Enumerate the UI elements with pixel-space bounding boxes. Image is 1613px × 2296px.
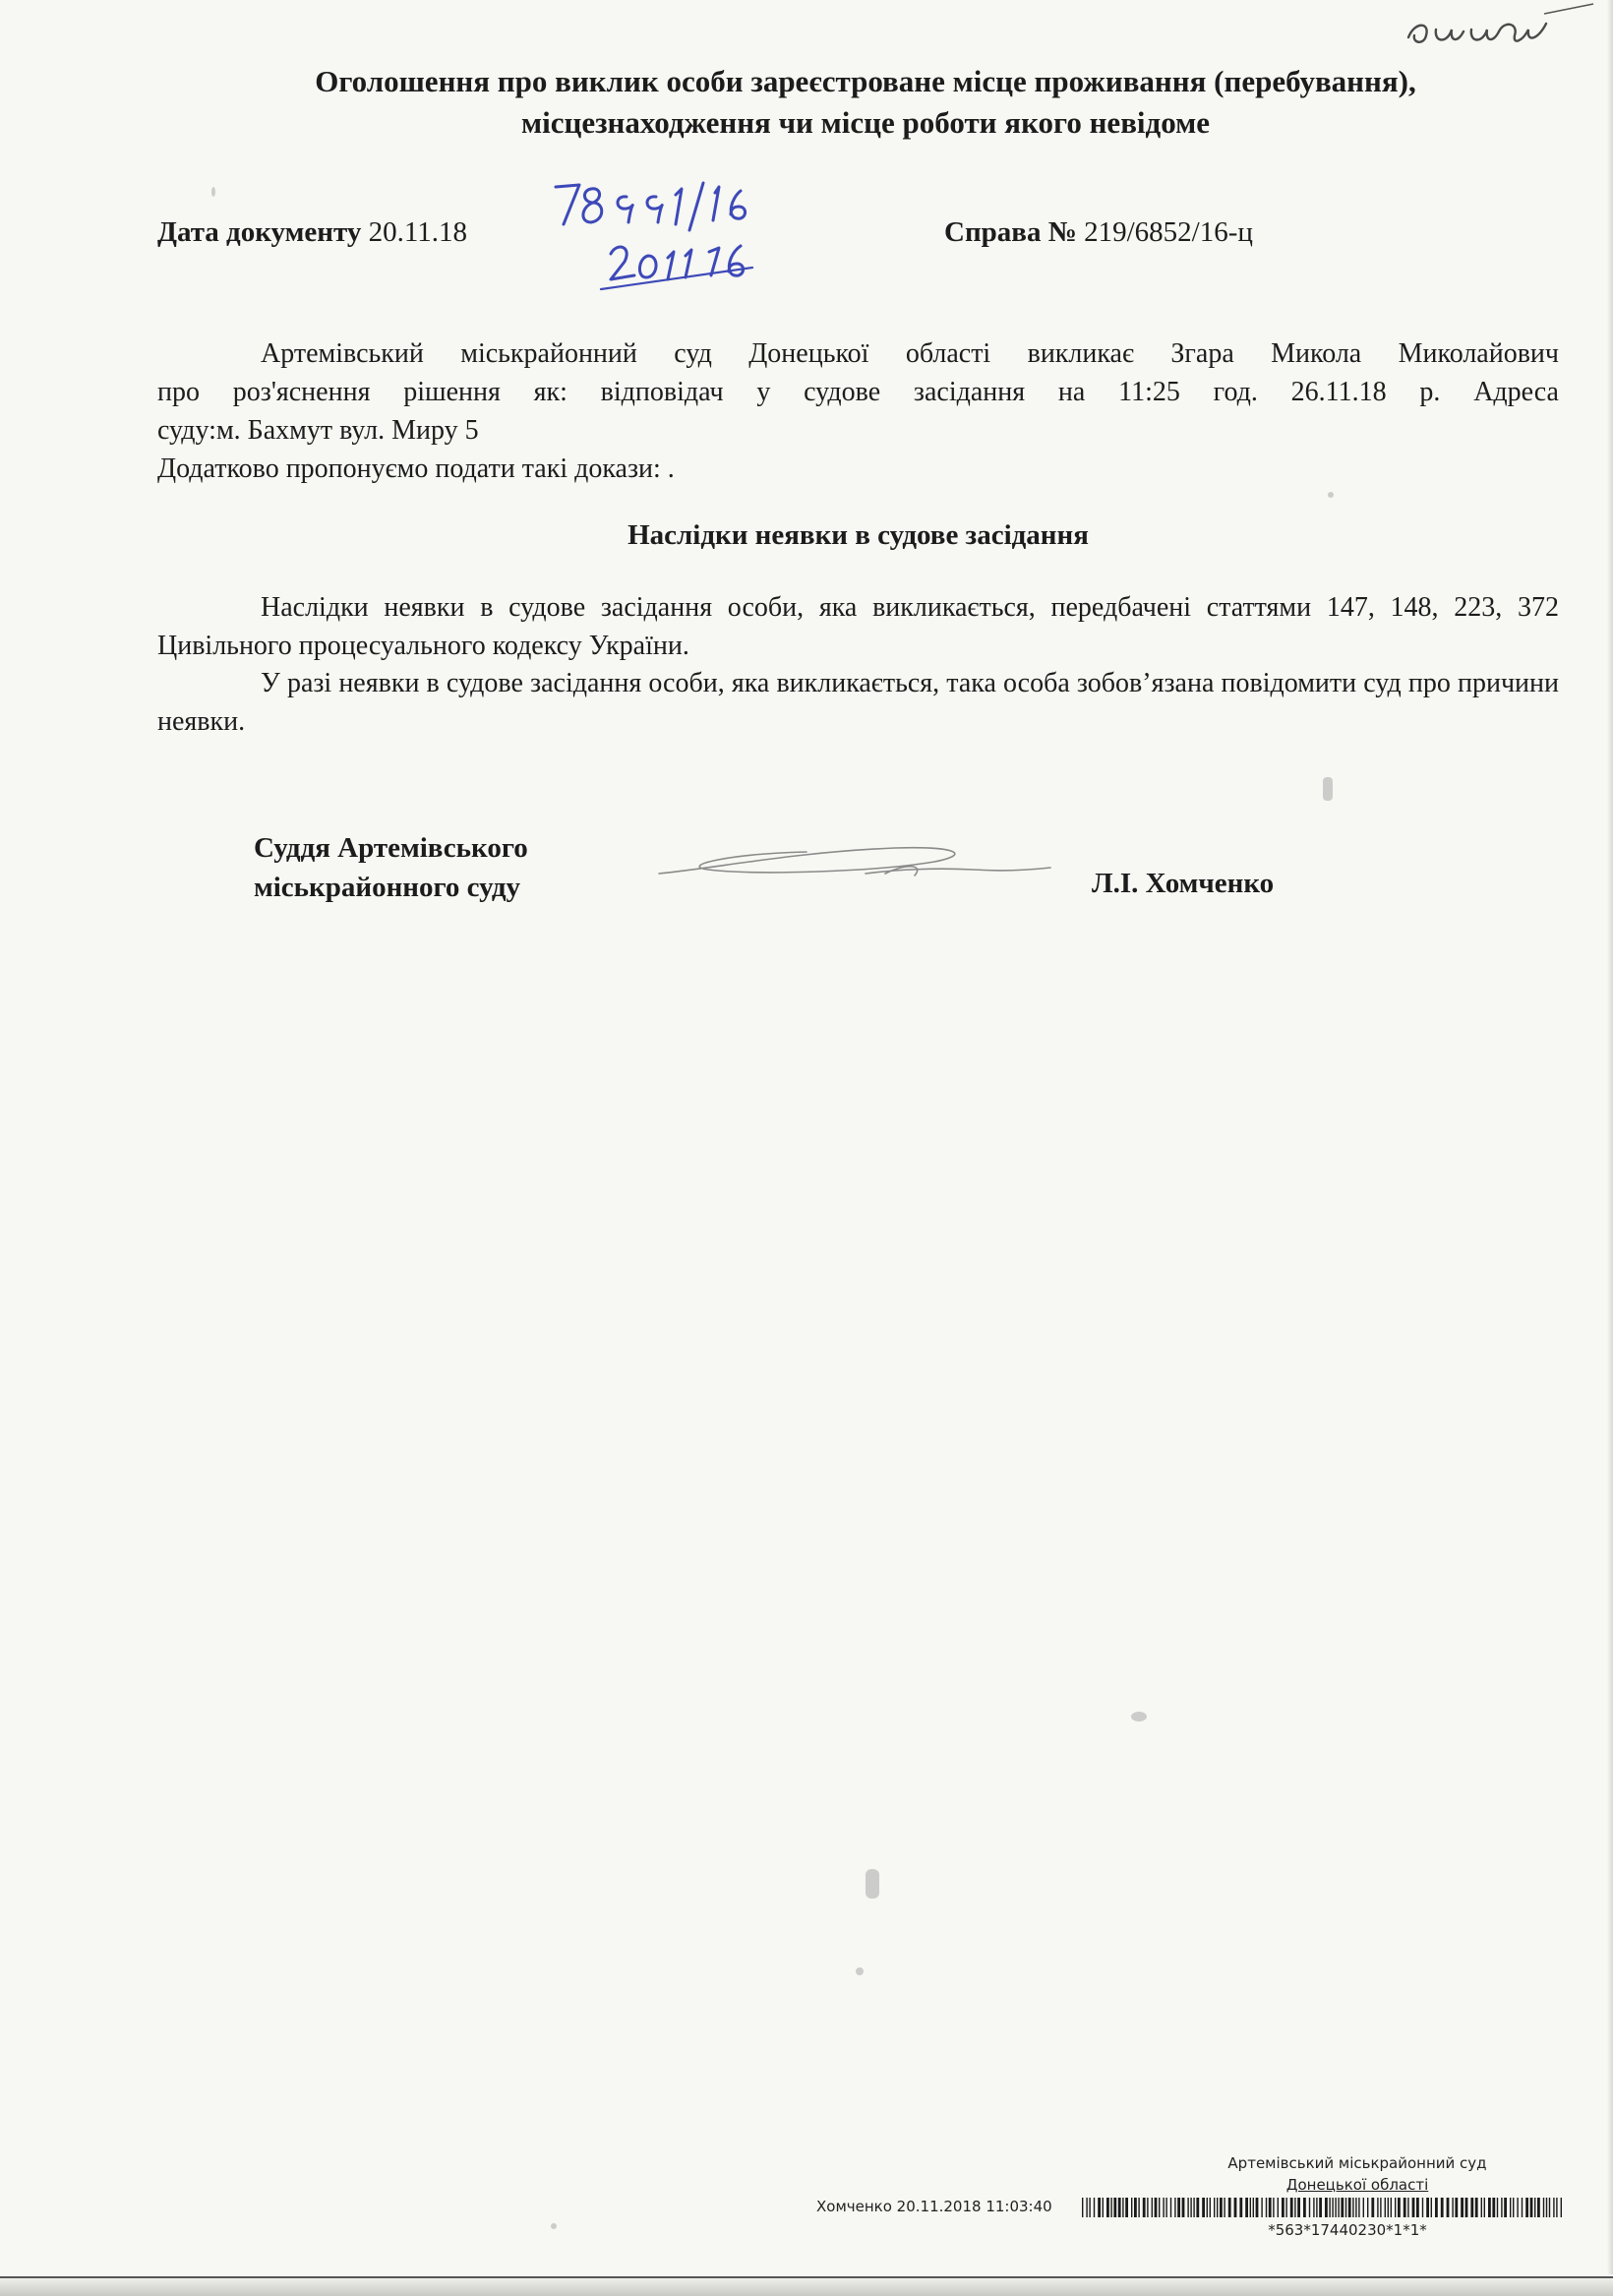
barcode-bar <box>1537 2198 1540 2217</box>
barcode-bar <box>1159 2198 1160 2217</box>
scan-speck <box>551 2223 557 2229</box>
barcode-bar <box>1214 2198 1215 2217</box>
barcode-bar <box>1441 2198 1444 2217</box>
document-title <box>157 61 1574 144</box>
barcode-bar <box>1367 2198 1368 2217</box>
barcode-bar <box>1470 2198 1473 2217</box>
judge-name: Л.І. Хомченко <box>1092 868 1275 899</box>
barcode-bar <box>1385 2198 1386 2217</box>
barcode-bar <box>1484 2198 1485 2217</box>
barcode-bar <box>1371 2198 1374 2217</box>
barcode-bar <box>1125 2198 1128 2217</box>
barcode-bar <box>1352 2198 1353 2217</box>
barcode-bar <box>1131 2198 1132 2217</box>
scan-speck <box>866 1869 879 1899</box>
barcode-bar <box>1325 2198 1328 2217</box>
barcode-bar <box>1481 2198 1482 2217</box>
case-label: Справа № <box>944 216 1077 248</box>
barcode-bar <box>1163 2198 1164 2217</box>
barcode-bar <box>1341 2198 1344 2217</box>
date-label: Дата документу <box>157 216 362 248</box>
barcode-bar <box>1250 2198 1251 2217</box>
barcode-bar <box>1170 2198 1171 2217</box>
consequences-paragraph-1: Наслідки неявки в судове засідання особи, яка викликається, передбачені статтями 147, 148, 223, 372 Цивільного процесуального кодексу України. <box>157 592 1559 661</box>
barcode-bar <box>1412 2198 1415 2217</box>
barcode-bar <box>1266 2198 1267 2217</box>
scan-edge-right <box>1607 0 1613 2296</box>
barcode-bar <box>1426 2198 1429 2217</box>
scan-speck <box>1131 1712 1147 1722</box>
barcode-bar <box>1431 2198 1432 2217</box>
barcode-bar <box>1416 2198 1419 2217</box>
barcode-bar <box>1303 2198 1306 2217</box>
barcode-bar <box>1525 2198 1528 2217</box>
handwritten-registration-note <box>546 177 802 325</box>
barcode-bar <box>1329 2198 1330 2217</box>
summons-line-1: Артемівський міськрайонний суд Донецької області викликає Згара Микола Миколайович <box>261 338 1559 369</box>
barcode-bar <box>1210 2198 1211 2217</box>
summons-line-3: суду:м. Бахмут вул. Миру 5 <box>157 415 479 446</box>
barcode-bar <box>1455 2198 1458 2217</box>
barcode-bar <box>1338 2198 1339 2217</box>
barcode-bar <box>1510 2198 1511 2217</box>
document-meta-row <box>157 216 1574 260</box>
barcode-bar <box>1294 2198 1295 2217</box>
barcode-bar <box>1278 2198 1279 2217</box>
barcode-bar <box>1207 2198 1208 2217</box>
barcode-bar <box>1316 2198 1317 2217</box>
barcode-bar <box>1452 2198 1453 2217</box>
scan-speck <box>1323 777 1333 801</box>
barcode-bar <box>1290 2198 1293 2217</box>
barcode-bar <box>1118 2198 1121 2217</box>
barcode-bar <box>1138 2198 1139 2217</box>
case-value: 219/6852/16-ц <box>1084 216 1253 248</box>
barcode-bar <box>1177 2198 1180 2217</box>
barcode-bar <box>1187 2198 1188 2217</box>
barcode-bar <box>1422 2198 1423 2217</box>
scan-speck <box>1328 492 1334 498</box>
barcode-bar <box>1543 2198 1544 2217</box>
summons-paragraph <box>157 334 1559 488</box>
consequences-heading: Наслідки неявки в судове засідання <box>627 519 1089 551</box>
barcode-bar <box>1461 2198 1464 2217</box>
barcode-bar <box>1143 2198 1146 2217</box>
barcode-bar <box>1395 2198 1396 2217</box>
corner-handwritten-note <box>1397 0 1603 59</box>
barcode-bar <box>1492 2198 1495 2217</box>
barcode-bar <box>1182 2198 1185 2217</box>
date-value: 20.11.18 <box>368 216 468 248</box>
stamp-court-name: Артемівський міськрайонний суд <box>1227 2154 1487 2172</box>
barcode-bar <box>1224 2198 1225 2217</box>
barcode-bar <box>1234 2198 1237 2217</box>
barcode-bar <box>1530 2198 1533 2217</box>
barcode-bar <box>1253 2198 1254 2217</box>
barcode-bar <box>1447 2198 1450 2217</box>
barcode-bar <box>1504 2198 1507 2217</box>
barcode-bar <box>1488 2198 1491 2217</box>
barcode-bar <box>1404 2198 1406 2217</box>
barcode-bar <box>1358 2198 1359 2217</box>
barcode-bar <box>1497 2198 1498 2217</box>
scan-border-line <box>0 2276 1613 2278</box>
barcode-bar <box>1335 2198 1336 2217</box>
barcode-bar <box>1546 2198 1547 2217</box>
barcode-bar <box>1345 2198 1346 2217</box>
barcode-bar <box>1363 2198 1364 2217</box>
consequences-paragraph-2: У разі неявки в судове засідання особи, яка викликається, така особа зобов’язана повідомити суд про причини неявки. <box>157 668 1559 737</box>
barcode-bar <box>1522 2198 1523 2217</box>
barcode-bar <box>1388 2198 1389 2217</box>
barcode-bar <box>1513 2198 1514 2217</box>
barcode-bar <box>1309 2198 1310 2217</box>
barcode-bar <box>1501 2198 1502 2217</box>
barcode-bar <box>1549 2198 1550 2217</box>
barcode-bar <box>1391 2198 1392 2217</box>
barcode-bar <box>1217 2198 1218 2217</box>
stamp-code: *563*17440230*1*1* <box>1268 2221 1427 2239</box>
barcode-bar <box>1165 2198 1166 2217</box>
judge-title-line-2: міськрайонного суду <box>254 872 521 903</box>
barcode-bar <box>1122 2198 1123 2217</box>
barcode-bar <box>1475 2198 1478 2217</box>
barcode-bar <box>1348 2198 1351 2217</box>
barcode-bar <box>1285 2198 1286 2217</box>
barcode-bar <box>1174 2198 1175 2217</box>
barcode-bar <box>1398 2198 1401 2217</box>
title-line-1: Оголошення про виклик особи зареєстроване місце проживання (перебування), <box>315 64 1416 98</box>
barcode-bar <box>1106 2198 1109 2217</box>
barcode-bar <box>1534 2198 1535 2217</box>
barcode-bar <box>1517 2198 1518 2217</box>
document-date <box>157 216 467 249</box>
barcode-bar <box>1465 2198 1468 2217</box>
barcode-bar <box>1561 2198 1562 2217</box>
barcode-bar <box>1332 2198 1333 2217</box>
barcode-bar <box>1082 2198 1083 2217</box>
barcode-bar <box>1355 2198 1356 2217</box>
barcode-bar <box>1313 2198 1314 2217</box>
barcode-bar <box>1094 2198 1095 2217</box>
barcode-bar <box>1147 2198 1148 2217</box>
barcode-bar <box>1113 2198 1116 2217</box>
barcode-bar <box>1086 2198 1087 2217</box>
barcode-bar <box>1155 2198 1158 2217</box>
title-line-2: місцезнаходження чи місце роботи якого невідоме <box>520 105 1211 140</box>
barcode-bar <box>1380 2198 1381 2217</box>
barcode-bar <box>1098 2198 1101 2217</box>
barcode <box>1082 2198 1564 2217</box>
electronic-stamp <box>816 2154 1564 2263</box>
handwritten-signature <box>639 834 1052 893</box>
barcode-bar <box>1202 2198 1205 2217</box>
barcode-bar <box>1196 2198 1199 2217</box>
evidence-line: Додатково пропонуємо подати такі докази: . <box>157 453 675 484</box>
scan-speck <box>211 187 215 197</box>
barcode-bar <box>1193 2198 1194 2217</box>
barcode-bar <box>1134 2198 1137 2217</box>
barcode-bar <box>1273 2198 1274 2217</box>
barcode-bar <box>1256 2198 1259 2217</box>
barcode-bar <box>1269 2198 1272 2217</box>
barcode-bar <box>1556 2198 1557 2217</box>
barcode-bar <box>1553 2198 1554 2217</box>
barcode-bar <box>1282 2198 1284 2217</box>
barcode-bar <box>1407 2198 1408 2217</box>
stamp-region: Донецької області <box>1285 2176 1429 2194</box>
scan-speck <box>856 1967 864 1975</box>
barcode-bar <box>1190 2198 1191 2217</box>
barcode-bar <box>1152 2198 1153 2217</box>
judge-title <box>254 828 528 907</box>
barcode-bar <box>1089 2198 1090 2217</box>
barcode-bar <box>1377 2198 1378 2217</box>
barcode-bar <box>1110 2198 1111 2217</box>
barcode-bar <box>1245 2198 1248 2217</box>
case-number <box>944 216 1253 249</box>
stamp-user-time: Хомченко 20.11.2018 11:03:40 <box>816 2198 1052 2215</box>
barcode-bar <box>1435 2198 1438 2217</box>
barcode-bar <box>1220 2198 1223 2217</box>
barcode-bar <box>1103 2198 1104 2217</box>
barcode-bar <box>1239 2198 1242 2217</box>
barcode-bar <box>1297 2198 1300 2217</box>
summons-line-2: про роз'яснення рішення як: відповідач у судове засідання на 11:25 год. 26.11.18 р. Адреса <box>157 377 1559 407</box>
judge-title-line-1: Суддя Артемівського <box>254 832 528 864</box>
barcode-bar <box>1228 2198 1231 2217</box>
barcode-bar <box>1261 2198 1262 2217</box>
barcode-bar <box>1319 2198 1322 2217</box>
